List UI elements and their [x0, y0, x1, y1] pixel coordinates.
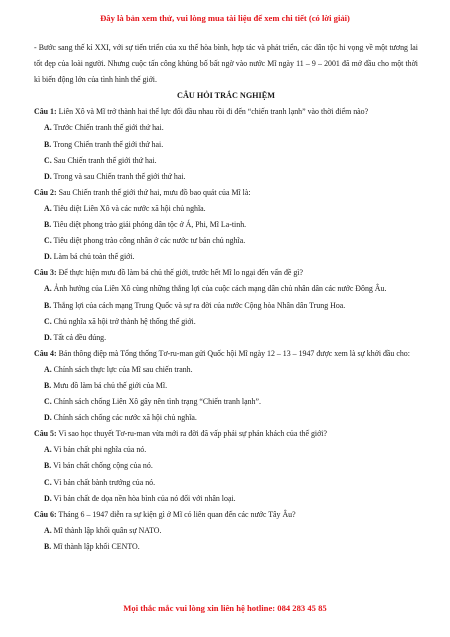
- option-letter: A.: [44, 445, 52, 455]
- answer-option-a: [34, 120, 418, 136]
- section-title: CÂU HỎI TRẮC NGHIỆM: [177, 91, 275, 101]
- question-6: [34, 507, 418, 555]
- option-text: Sau Chiến tranh thế giới thứ hai.: [53, 155, 157, 165]
- intro-paragraph: - Bước sang thế kỉ XXI, với sự tiến triển của xu thế hòa bình, hợp tác và phát triển, các dân tộc hi vọng về một tương lai tốt đẹp của loài người. Nhưng cuộc tấn công khủng bố bất ngờ vào nước Mĩ ngày 11 – 9 – 2001 đã mở đầu cho một thời kì biến động lớn của tình hình thế giới.: [34, 43, 418, 85]
- question-stem: [34, 346, 418, 362]
- option-text: Trước Chiến tranh thế giới thứ hai.: [53, 123, 164, 133]
- question-label: Câu 5:: [34, 429, 57, 439]
- option-letter: A.: [44, 123, 52, 133]
- option-text: Vì bản chất chống cộng của nó.: [53, 461, 153, 471]
- document-body: [34, 40, 418, 555]
- option-letter: D.: [44, 332, 52, 342]
- option-text: Tiêu diệt phong trào giải phóng dân tộc ở Á, Phi, Mĩ La-tinh.: [53, 220, 247, 230]
- option-letter: C.: [44, 316, 52, 326]
- answer-option-c: [34, 233, 418, 249]
- option-letter: C.: [44, 236, 52, 246]
- question-3: [34, 265, 418, 345]
- option-text: Mĩ thành lập khối CENTO.: [53, 541, 140, 551]
- option-text: Chính sách chống các nước xã hội chủ nghĩa.: [53, 413, 197, 423]
- answer-option-b: [34, 458, 418, 474]
- question-1: [34, 104, 418, 184]
- option-letter: C.: [44, 477, 52, 487]
- answer-option-a: [34, 362, 418, 378]
- question-4: [34, 346, 418, 426]
- option-letter: B.: [44, 220, 52, 230]
- option-letter: D.: [44, 413, 52, 423]
- option-text: Chủ nghĩa xã hội trở thành hệ thống thế giới.: [53, 316, 196, 326]
- option-text: Chính sách thực lực của Mĩ sau chiến tranh.: [53, 364, 193, 374]
- option-letter: B.: [44, 300, 52, 310]
- question-label: Câu 4:: [34, 348, 57, 358]
- answer-option-c: [34, 314, 418, 330]
- hotline-notice: Mọi thắc mắc vui lòng xin liên hệ hotline: 084 283 45 85: [123, 603, 327, 613]
- answer-option-d: [34, 330, 418, 346]
- option-text: Chính sách chống Liên Xô gây nên tình trạng “Chiến tranh lạnh”.: [53, 397, 261, 407]
- option-text: Tất cả đều đúng.: [53, 332, 107, 342]
- question-stem: [34, 265, 418, 281]
- question-label: Câu 6:: [34, 509, 57, 519]
- option-letter: D.: [44, 252, 52, 262]
- answer-option-a: [34, 442, 418, 458]
- option-text: Mưu đồ làm bá chủ thế giới của Mĩ.: [53, 380, 168, 390]
- question-text: Liên Xô và Mĩ trở thành hai thế lực đối đầu nhau rồi đi đến “chiến tranh lạnh” vào thời điểm nào?: [58, 107, 369, 117]
- answer-option-c: [34, 475, 418, 491]
- answer-option-d: [34, 169, 418, 185]
- answer-option-b: [34, 378, 418, 394]
- question-label: Câu 3:: [34, 268, 57, 278]
- question-stem: [34, 185, 418, 201]
- answer-option-c: [34, 394, 418, 410]
- answer-option-c: [34, 153, 418, 169]
- option-letter: A.: [44, 525, 52, 535]
- question-list: [34, 104, 418, 555]
- option-text: Tiêu diệt phong trào công nhân ở các nước tư bản chủ nghĩa.: [53, 236, 246, 246]
- option-letter: D.: [44, 493, 52, 503]
- option-letter: A.: [44, 284, 52, 294]
- option-text: Tiêu diệt Liên Xô và các nước xã hội chủ nghĩa.: [53, 203, 206, 213]
- option-letter: C.: [44, 397, 52, 407]
- option-text: Thắng lợi của cách mạng Trung Quốc và sự ra đời của nước Cộng hòa Nhân dân Trung Hoa.: [53, 300, 346, 310]
- option-text: Mĩ thành lập khối quân sự NATO.: [53, 525, 162, 535]
- option-text: Làm bá chủ toàn thế giới.: [53, 252, 135, 262]
- question-stem: [34, 104, 418, 120]
- answer-option-b: [34, 217, 418, 233]
- option-letter: D.: [44, 171, 52, 181]
- question-stem: [34, 507, 418, 523]
- option-text: Trong Chiến tranh thế giới thứ hai.: [53, 139, 164, 149]
- option-text: Trong và sau Chiến tranh thế giới thứ hai.: [53, 171, 186, 181]
- option-text: Vì bản chất đe dọa nền hòa bình của nó đối với nhân loại.: [53, 493, 236, 503]
- question-text: Tháng 6 – 1947 diễn ra sự kiện gì ở Mĩ có liên quan đến các nước Tây Âu?: [58, 509, 296, 519]
- option-letter: A.: [44, 203, 52, 213]
- answer-option-a: [34, 201, 418, 217]
- option-letter: B.: [44, 380, 52, 390]
- question-stem: [34, 426, 418, 442]
- option-text: Vì bản chất phi nghĩa của nó.: [53, 445, 147, 455]
- option-letter: A.: [44, 364, 52, 374]
- preview-notice: Đây là bản xem thử, vui lòng mua tài liệu để xem chi tiết (có lời giải): [100, 13, 350, 23]
- question-text: Để thực hiện mưu đồ làm bá chủ thế giới, trước hết Mĩ lo ngại đến vấn đề gì?: [58, 268, 304, 278]
- option-letter: C.: [44, 155, 52, 165]
- question-text: Bản thông điệp mà Tổng thống Tơ-ru-man gửi Quốc hội Mĩ ngày 12 – 13 – 1947 được xem là sự khởi đầu cho:: [58, 348, 410, 358]
- answer-option-b: [34, 298, 418, 314]
- option-letter: B.: [44, 139, 52, 149]
- question-text: Sau Chiến tranh thế giới thứ hai, mưu đồ bao quát của Mĩ là:: [58, 187, 251, 197]
- question-5: [34, 426, 418, 506]
- question-label: Câu 1:: [34, 107, 57, 117]
- answer-option-b: [34, 539, 418, 555]
- question-label: Câu 2:: [34, 187, 57, 197]
- question-2: [34, 185, 418, 265]
- option-text: Vì bản chất bành trướng của nó.: [53, 477, 156, 487]
- answer-option-d: [34, 491, 418, 507]
- answer-option-b: [34, 137, 418, 153]
- answer-option-d: [34, 249, 418, 265]
- option-letter: B.: [44, 461, 52, 471]
- option-text: Ảnh hưởng của Liên Xô cùng những thắng lợi của cuộc cách mạng dân chủ nhân dân các nước Đông Âu.: [53, 284, 387, 294]
- answer-option-a: [34, 281, 418, 297]
- answer-option-d: [34, 410, 418, 426]
- answer-option-a: [34, 523, 418, 539]
- option-letter: B.: [44, 541, 52, 551]
- question-text: Vì sao học thuyết Tơ-ru-man vừa mới ra đời đã vấp phải sự phản khách của thế giới?: [58, 429, 327, 439]
